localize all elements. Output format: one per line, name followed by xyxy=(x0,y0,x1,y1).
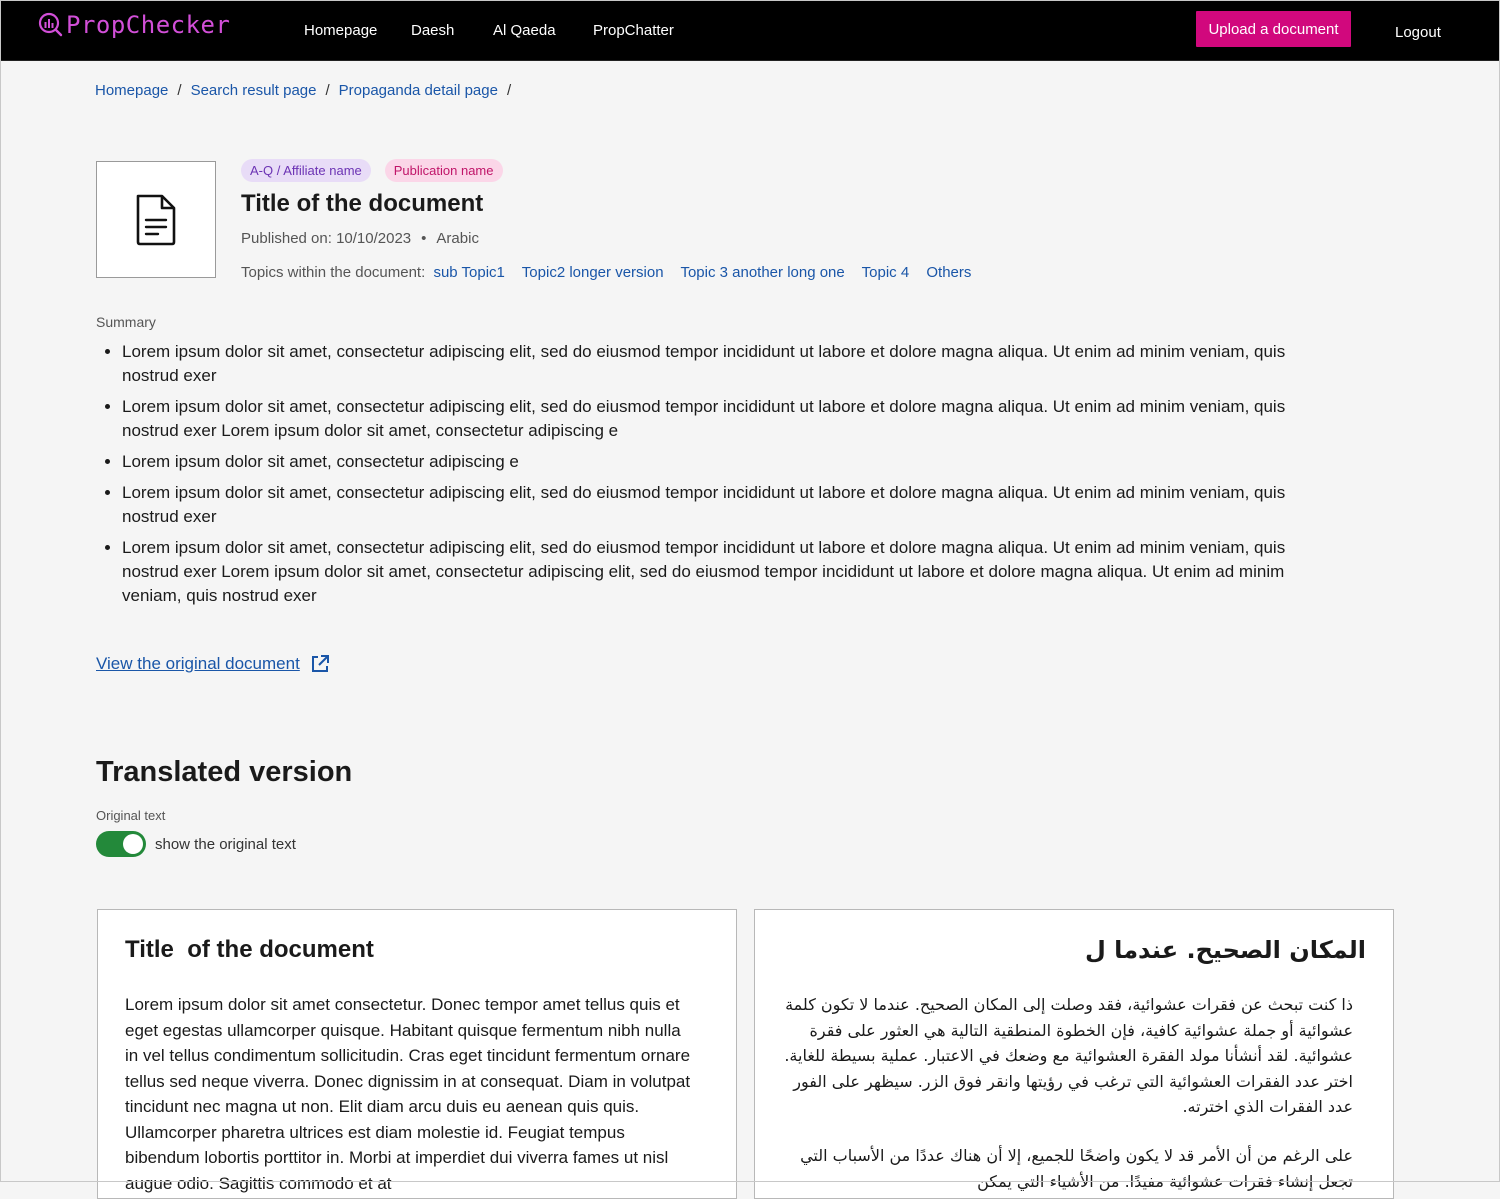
topic-link[interactable]: Topic 3 another long one xyxy=(680,264,845,281)
summary-item: • Lorem ipsum dolor sit amet, consectetur adipiscing e xyxy=(122,450,1302,474)
logo-chart-icon xyxy=(38,12,64,38)
original-title: المكان الصحيح. عندما ل xyxy=(1085,936,1366,964)
document-language: Arabic xyxy=(436,230,479,247)
topic-link[interactable]: sub Topic1 xyxy=(433,264,505,281)
summary-item: • Lorem ipsum dolor sit amet, consectetur adipiscing elit, sed do eiusmod tempor incididunt ut labore et dolore magna aliqua. Ut enim ad minim veniam, quis nostrud exer Lorem ipsum dolor sit amet, consectetur adipiscing elit, sed do eiusmod tempor incididunt ut labore et dolore magna aliqua. Ut enim ad minim veniam, quis nostrud exer xyxy=(122,536,1302,608)
app-name: PropChecker xyxy=(66,11,231,39)
external-link-icon[interactable] xyxy=(310,654,330,674)
published-date: Published on: 10/10/2023 xyxy=(241,230,412,247)
top-navigation-bar xyxy=(0,0,1500,61)
breadcrumb-separator: / xyxy=(177,82,182,99)
breadcrumb-detail-page[interactable]: Propaganda detail page xyxy=(338,82,498,99)
summary-item: • Lorem ipsum dolor sit amet, consectetur adipiscing elit, sed do eiusmod tempor incididunt ut labore et dolore magna aliqua. Ut enim ad minim veniam, quis nostrud exer xyxy=(122,340,1302,388)
document-title: Title of the document xyxy=(241,190,484,217)
affiliate-tag[interactable]: A-Q / Affiliate name xyxy=(241,159,371,182)
document-icon xyxy=(134,194,178,246)
show-original-toggle[interactable] xyxy=(96,831,146,857)
translated-version-heading: Translated version xyxy=(96,756,353,788)
translated-text-panel xyxy=(97,909,737,1199)
original-text-label: Original text xyxy=(96,808,166,823)
topic-link[interactable]: Others xyxy=(926,264,972,281)
toggle-knob xyxy=(123,834,143,854)
original-paragraph: على الرغم من أن الأمر قد لا يكون واضحًا للجميع، إلا أن هناك عددًا من الأسباب التي تجعل إنشاء فقرات عشوائية مفيدًا. من الأشياء التي يمكن xyxy=(800,1146,1353,1191)
topics-label: Topics within the document: xyxy=(241,264,426,281)
nav-item-daesh[interactable]: Daesh xyxy=(411,21,455,39)
document-topics xyxy=(241,264,984,281)
document-meta xyxy=(241,230,479,247)
breadcrumb-search-results[interactable]: Search result page xyxy=(190,82,317,99)
summary-label: Summary xyxy=(96,314,156,330)
upload-document-button[interactable]: Upload a document xyxy=(1196,11,1351,47)
translated-body: Lorem ipsum dolor sit amet consectetur. Donec tempor amet tellus quis et eget egestas ullamcorper quisque. Habitant quisque fermentum nibh nulla in vel tellus condimentum sollicitudin. Cras eget tincidunt fermentum ornare tellus sed neque viverra. Donec dignissim in at consequat. Diam in volutpat tincidunt nec magna ut non. Elit diam arcu duis eu aenean quis quis. Ullamcorper pharetra ultrices est diam molestie id. Feugiat tempus bibendum lobortis porttitor in. Morbi at imperdiet dui viverra fames ut nisl augue odio. Sagittis commodo et at xyxy=(125,995,691,1193)
breadcrumb-separator: / xyxy=(506,82,512,99)
translated-title: Title of the document xyxy=(125,936,374,963)
topic-link[interactable]: Topic2 longer version xyxy=(521,264,664,281)
summary-item: • Lorem ipsum dolor sit amet, consectetur adipiscing elit, sed do eiusmod tempor incididunt ut labore et dolore magna aliqua. Ut enim ad minim veniam, quis nostrud exer Lorem ipsum dolor sit amet, consectetur adipiscing e xyxy=(122,395,1302,443)
document-tags xyxy=(241,159,503,182)
view-original-link[interactable]: View the original document xyxy=(96,654,300,673)
summary-list xyxy=(96,340,1302,615)
logo[interactable] xyxy=(38,11,230,39)
logout-link[interactable]: Logout xyxy=(1395,24,1441,41)
original-text-panel xyxy=(754,909,1394,1199)
breadcrumb-separator: / xyxy=(325,82,330,99)
document-thumbnail[interactable] xyxy=(96,161,216,278)
show-original-text-label: show the original text xyxy=(155,835,296,853)
nav-item-homepage[interactable]: Homepage xyxy=(304,21,378,39)
nav-item-al-qaeda[interactable]: Al Qaeda xyxy=(493,21,556,39)
summary-item: • Lorem ipsum dolor sit amet, consectetur adipiscing elit, sed do eiusmod tempor incididunt ut labore et dolore magna aliqua. Ut enim ad minim veniam, quis nostrud exer xyxy=(122,481,1302,529)
view-original-document xyxy=(96,654,330,674)
topic-link[interactable]: Topic 4 xyxy=(861,264,910,281)
breadcrumb-homepage[interactable]: Homepage xyxy=(95,82,169,99)
original-text-toggle-row xyxy=(96,831,296,857)
publication-tag[interactable]: Publication name xyxy=(385,159,503,182)
original-paragraph: ذا كنت تبحث عن فقرات عشوائية، فقد وصلت إلى المكان الصحيح. عندما لا تكون كلمة عشوائية أو جملة عشوائية كافية، فإن الخطوة المنطقية التالية هي العثور على فقرة عشوائية. لقد أنشأنا مولد الفقرة العشوائية مع وضعك في الاعتبار. عملية بسيطة للغاية. اختر عدد الفقرات العشوائية التي ترغب في رؤيتها وانقر فوق الزر. سيظهر على الفور عدد الفقرات الذي اخترته. xyxy=(784,995,1353,1116)
nav-item-propchatter[interactable]: PropChatter xyxy=(593,21,674,39)
meta-separator: • xyxy=(421,230,427,247)
breadcrumb xyxy=(95,82,520,99)
